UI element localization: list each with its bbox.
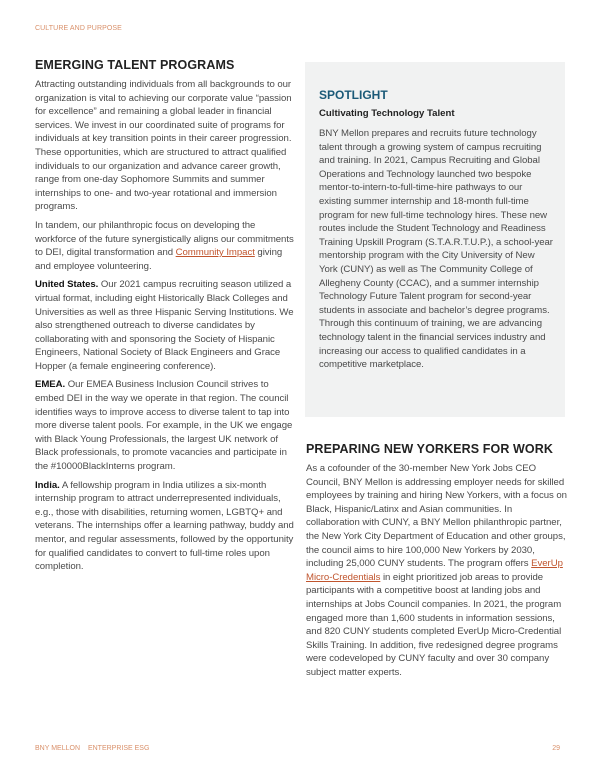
text: Our 2021 campus recruiting season utilized a virtual format, including eight Historically Black Colleges and Universities as well as three Hispanic Serving Institutions. We also strengthened outreach to diverse candidates by collaborating with and sponsoring the Society of Hispanic Engineers, National Society of Black Engineers and Grace Hopper (a female engineering conference). xyxy=(35,279,294,372)
spotlight-text: BNY Mellon prepares and recruits future technology talent through a growing system of campus recruiting and training. In 2021, Campus Recruiting and Global Operations and Technology launched two bespoke mentor-to-intern-to-full-time-hire pathways to our existing summer internship and 18-month full-time program for new full-time technology hires. These new routes include the Student Technology and Readiness Training Upskill Program (S.T.A.R.T.U.P.), a school-year mentorship program with the City University of New York (CUNY) as well as The Community College of Allegheny County (CCAC), and a summer internship Technology Future Talent program for second-year students in associate and bachelor’s degree programs. Through this continuum of training, we are advancing technology talent in the financial services industry and increasing our access to qualified candidates in a competitive marketplace. xyxy=(319,128,553,371)
text: A fellowship program in India utilizes a six-month internship program to attract underrepresented individuals, e.g., those with disabilities, returning women, LGBTQ+ and veterans. The internships offer a learning pathway, buddy and mentor, and regular assessments, followed by the opportunity for qualified candidates to convert to full-time roles upon completion. xyxy=(35,479,294,573)
section-title: EMERGING TALENT PROGRAMS xyxy=(35,58,235,72)
footer-brand: BNY MELLON xyxy=(35,745,80,752)
paragraph xyxy=(306,462,568,680)
footer-report: ENTERPRISE ESG xyxy=(87,745,150,752)
text: in eight prioritized job areas to provide participants with a competitive boost at landing jobs and internships at Jobs Council companies. In 2021, the program engaged more than 1,600 students in information sessions, and 820 CUNY students completed EverUp Micro-Credential Skills Training. In addition, five redesigned degree programs were codeveloped by CUNY faculty and over 30 company subject matter experts. xyxy=(306,571,562,678)
text: In tandem, our philanthropic focus on developing the workforce of the future synergistically aligns our commitments to DEI, digital transformation and xyxy=(35,219,294,259)
spotlight-label: SPOTLIGHT xyxy=(319,88,388,102)
page-number: 29 xyxy=(552,745,560,752)
everup-link[interactable]: EverUp Micro-Credentials xyxy=(306,558,563,583)
text: As a cofounder of the 30-member New York Jobs CEO Council, BNY Mellon is addressing employer needs for skilled employees by training and hiring New Yorkers, with a focus on Black, Hispanic/Latinx and Asian communities. In collaboration with CUNY, a BNY Mellon philanthropic partner, the New York City Department of Education and other groups, the council aims to hire 100,000 New Yorkers by 2030, including 25,000 CUNY students. The program offers xyxy=(306,463,567,570)
paragraph xyxy=(35,479,295,574)
spotlight-title: Cultivating Technology Talent xyxy=(319,108,455,119)
spotlight-box xyxy=(305,62,565,417)
section-title: PREPARING NEW YORKERS FOR WORK xyxy=(306,442,553,456)
emerging-talent-section xyxy=(35,58,295,579)
section-label: CULTURE AND PURPOSE xyxy=(35,25,122,32)
text: giving and employee volunteering. xyxy=(35,247,283,272)
text: Our EMEA Business Inclusion Council strives to embed DEI in the way we operate in that region. The council identifies ways to improve access to diverse talent to tap into more diverse talent pools. For example, in the UK we engage with Black Young Professionals, the largest UK network of Black professionals, to promote vacancies and participate in the #10000BlackInterns program. xyxy=(35,379,293,473)
region-label: India. xyxy=(35,479,60,491)
region-label: United States. xyxy=(35,279,99,291)
new-yorkers-section xyxy=(306,442,568,685)
footer xyxy=(35,745,155,752)
community-impact-link[interactable]: Community Impact xyxy=(175,247,255,259)
paragraph: Attracting outstanding individuals from all backgrounds to our organization is vital to achieving our corporate value “passion for excellence” and remaining a global leader in financial services. We invest in our coordinated suite of programs for individuals at key transition points in their career progression. These opportunities, which are structured to attract qualified individuals to our organization and advance career growth, range from one-day Sophomore Summits and summer internships to one- and two-year rotational and immersion programs. xyxy=(35,79,292,213)
paragraph xyxy=(35,378,295,473)
paragraph xyxy=(35,278,295,373)
paragraph xyxy=(35,219,295,273)
region-label: EMEA. xyxy=(35,379,66,391)
